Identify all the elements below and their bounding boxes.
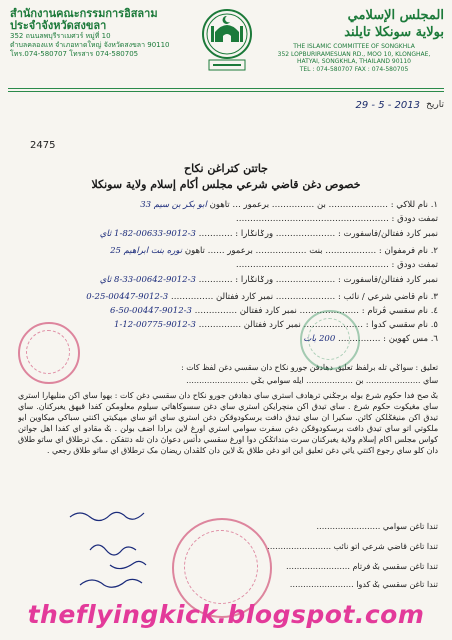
row-label: ١. نام للاكي : ………………… بن …………… برعمور … تاهون: [209, 200, 438, 210]
row-label: تمفت دودق : ………………………………………………: [235, 260, 438, 270]
form-row-groom-id: [100, 228, 438, 239]
handwritten-signatures: [60, 505, 180, 595]
form-row-bride-address: [236, 260, 438, 270]
header-en-line4: TEL : 074-580707 FAX : 074-580705: [299, 65, 409, 73]
signature-husband: تندا تاغن سوامي ……………………: [316, 522, 438, 531]
header-en-line1: THE ISLAMIC COMMITTEE OF SONGKHLA: [293, 43, 415, 50]
header-thai-line1: สำนักงานคณะกรรมการอิสลาม: [10, 7, 158, 20]
row-label: ٢. نام فرمفوان : ……………… بنت ……………… برعمور …… تاهون: [184, 246, 438, 256]
row-label: نمبر كارد ففتالن/فاسفورت : ………………… ورݢانݢارا : …………: [198, 275, 438, 285]
row-fill: 3-9012-00775-12-1: [114, 320, 196, 330]
taklik-body: بݢ صح فدا حكوم شرع بوله برجݢني ترهادف استري ساي دهادفن جورو نكاح دان سقسي دغن كات : بهوا ساي اكن منليهارا استري ساي مڠيكوت حكوم شرع . ساي تيدق اكن منچرايكن استري ساي دغن سسوكاهاتي سيلوم معلومكن كفدا قيهق يغبركنان. ساي تيدق اكن منيڠݢلكن كائن. سكيرا ان ساي تيدق دافت برسكودوقكن دغن استري ساي اتو ساي مڽيكيتي اكنتي سباكي ميكاوين ايو ملكوتي اتو ساي تيدق دافت برسكودوقكن دغن سفرت سوامي استري اورغ لاين برادا اضف بولن . بݢ مقادو اي كفدا اهل جواتن كواس مجلس اكام إسلام ولاية يغبركنان سرت منداتݢكن دوا اورغ سقسي دأتس دعواڽ دان تله دتتفكن . مک ترطلاق اي ساتو طلاق دان كلو ساي رجوع اكنتي ياتي دغن تعليق اين اتو دغن طلاق بݢ لاين دان كلڤدان ريضان مک ترطلاق اي ساتو طلاق رجعي .: [18, 391, 438, 455]
header-thai-addr1: 352 ถนนลพบุรีราเมศวร์ หมู่ที่ 10: [10, 32, 111, 40]
row-fill: ابو بكر بن سيم 33: [140, 200, 207, 210]
row-fill: 3-9012-00633-82-1 ثاي: [99, 229, 196, 239]
header-en-line3: HATYAI, SONGKHLA, THAILAND 90110: [297, 58, 411, 65]
signature-witness1: تندا تاغن سقسي بݢ فرتام ……………………: [285, 562, 438, 571]
reference-number: 2475: [30, 140, 56, 151]
form-row-kadi: [86, 292, 438, 302]
row-fill: نوره بنت ابراهيم 25: [110, 246, 183, 256]
mosque-emblem-icon: [201, 8, 253, 76]
form-row-witness2: [114, 320, 438, 330]
form-row-bride-name: [110, 246, 438, 256]
header-thai-line2: ประจำจังหวัดสงขลา: [10, 19, 107, 32]
header-thai: [10, 8, 180, 59]
document-title: جاتتن كتراغن نكاح: [184, 162, 268, 175]
header-divider-thin: [8, 91, 444, 92]
header-arabic-line2: بولاية سونكلا تايلند: [344, 25, 444, 40]
header-arabic-line1: المجلس الإسلامي: [347, 8, 444, 23]
row-fill: 3-9012-00447-50-6: [110, 306, 192, 316]
date-label: تاريخ: [426, 100, 444, 110]
row-label: ٥. نام سقسي كدوا : ………………… نمبر كارد ففتالن ……………: [198, 320, 438, 330]
official-seal-bottom-inner: [184, 530, 258, 604]
header-en-line2: 352 LOPBURIRAMESUAN RD., MOO 10, KLONGHAE,: [277, 50, 431, 58]
form-row-bride-id: [100, 274, 438, 285]
signature-kadi: تندا تاغن قاضي شرعي اتو نائب ……………………: [267, 542, 438, 551]
watermark-text: theflyingkick.blogspot.com: [27, 600, 425, 629]
row-fill: 200 بات: [303, 334, 336, 344]
document-subtitle: خصوص دغن قاضي شرعي مجلس أكام إسلام ولاية سونكلا: [91, 178, 361, 191]
form-row-groom-address: [236, 214, 438, 224]
row-fill: 3-9012-00447-25-0: [86, 292, 169, 302]
row-label: ٤. نام سقسي ڤرتام : ………………… نمبر كارد ففتالن ……………: [194, 306, 438, 316]
header-thai-tel: โทร.074-580707 โทรสาร 074-580705: [10, 50, 139, 58]
row-label: تمفت دودق : ………………………………………………: [235, 214, 438, 224]
row-label: نمبر كارد ففتالن/فاسفورت : ………………… ورݢانݢارا : …………: [198, 229, 438, 239]
row-label: ٣. نام قاضي شرعي / نائب : ………………… نمبر كارد ففتالن ……………: [170, 292, 438, 302]
row-fill: 3-9012-00642-33-8 ثاي: [99, 275, 196, 285]
form-row-witness1: [110, 306, 438, 316]
form-row-groom-name: [140, 200, 438, 210]
signature-witness2: تندا تاغن سقسي بݢ كدوا ……………………: [289, 580, 438, 589]
header-divider: [8, 88, 444, 89]
taklik-declaration: ساي ………………… بن ……………… ايله سوامي بݢي ……………………: [186, 376, 438, 385]
row-label: ٦. مس كهوين : ……………: [337, 334, 438, 344]
official-seal-right-inner: [308, 318, 350, 360]
header-thai-addr2: ตำบลคลองแห จำเภอหาดใหญ่ จังหวัดสงขลา 90110: [10, 41, 170, 49]
header-arabic-english: [264, 8, 444, 73]
taklik-intro: تعليق : سواݢي تله برلفظ تعليق دهادفن جورو نكاح دان سقسي دغن لفظ كات :: [181, 363, 438, 372]
date-value: 29 - 5 - 2013: [355, 100, 420, 111]
official-seal-left-inner: [26, 330, 70, 374]
